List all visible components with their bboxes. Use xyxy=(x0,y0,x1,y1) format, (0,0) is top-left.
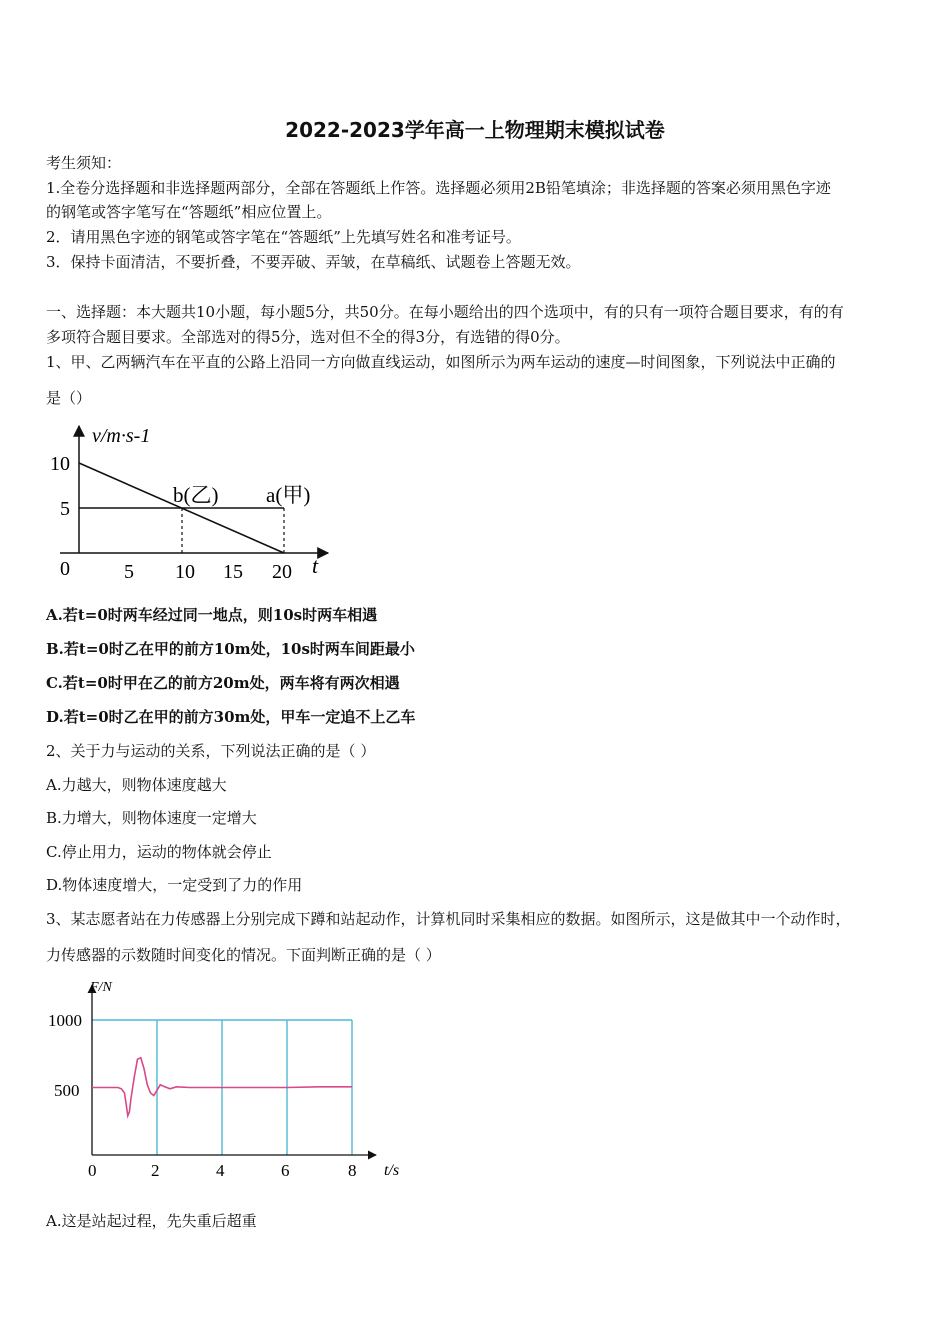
option: B.力增大，则物体速度一定增大 xyxy=(46,809,257,827)
notice-item: 1.全卷分选择题和非选择题两部分，全部在答题纸上作答。选择题必须用2B铅笔填涂；非选择题的答案必须用黑色字迹 xyxy=(46,179,831,197)
notice-heading: 考生须知： xyxy=(46,154,122,172)
option: C.若t=0时甲在乙的前方20m处，两车将有两次相遇 xyxy=(46,674,400,692)
option: C.停止用力，运动的物体就会停止 xyxy=(46,843,272,861)
x-tick-label: 5 xyxy=(124,561,134,583)
x-tick-label: 6 xyxy=(281,1161,290,1180)
page-title: 2022-2023学年高一上物理期末模拟试卷 xyxy=(285,118,665,142)
x-axis-label: t xyxy=(312,553,319,578)
section-intro: 多项符合题目要求。全部选对的得5分，选对但不全的得3分，有选错的得0分。 xyxy=(46,328,570,346)
notice-item: 的钢笔或答字笔写在“答题纸”相应位置上。 xyxy=(46,203,332,221)
ft-graph xyxy=(46,975,416,1185)
x-axis-label: t/s xyxy=(384,1162,400,1179)
vt-graph xyxy=(46,420,346,590)
x-tick-label: 4 xyxy=(216,1161,225,1180)
x-tick-label: 15 xyxy=(223,561,243,583)
y-tick-label: 500 xyxy=(54,1081,80,1100)
series-a-label: a(甲) xyxy=(266,483,311,507)
question-1-stem: 1、甲、乙两辆汽车在平直的公路上沿同一方向做直线运动，如图所示为两车运动的速度—时间图象，下列说法中正确的 xyxy=(46,353,836,371)
question-3-stem: 力传感器的示数随时间变化的情况。下面判断正确的是（ ） xyxy=(46,946,441,964)
x-tick-label: 2 xyxy=(151,1161,160,1180)
option: A.若t=0时两车经过同一地点，则10s时两车相遇 xyxy=(46,606,378,624)
option: A.力越大，则物体速度越大 xyxy=(46,776,227,794)
x-tick-label: 0 xyxy=(60,558,70,580)
y-axis-label: F/N xyxy=(90,980,112,995)
notice-item: 3．保持卡面清洁，不要折叠，不要弄破、弄皱，在草稿纸、试题卷上答题无效。 xyxy=(46,253,581,271)
section-intro: 一、选择题：本大题共10小题，每小题5分，共50分。在每小题给出的四个选项中，有的只有一项符合题目要求，有的有 xyxy=(46,303,844,321)
option: D.若t=0时乙在甲的前方30m处，甲车一定追不上乙车 xyxy=(46,708,416,726)
y-axis-label: v/m·s-1 xyxy=(92,425,151,447)
option: D.物体速度增大，一定受到了力的作用 xyxy=(46,876,303,894)
x-tick-label: 20 xyxy=(272,561,292,583)
x-tick-label: 0 xyxy=(88,1161,97,1180)
y-tick-label: 5 xyxy=(60,498,70,520)
option: B.若t=0时乙在甲的前方10m处，10s时两车间距最小 xyxy=(46,640,415,658)
x-tick-label: 10 xyxy=(175,561,195,583)
question-3-stem: 3、某志愿者站在力传感器上分别完成下蹲和站起动作，计算机同时采集相应的数据。如图所示，这是做其中一个动作时， xyxy=(46,910,851,928)
x-tick-label: 8 xyxy=(348,1161,357,1180)
notice-item: 2．请用黑色字迹的钢笔或答字笔在“答题纸”上先填写姓名和准考证号。 xyxy=(46,228,521,246)
y-tick-label: 10 xyxy=(50,453,70,475)
question-1-stem: 是（） xyxy=(46,389,92,407)
option: A.这是站起过程，先失重后超重 xyxy=(46,1212,257,1230)
series-b-label: b(乙) xyxy=(173,483,219,507)
question-2-stem: 2、关于力与运动的关系，下列说法正确的是（ ） xyxy=(46,742,376,760)
y-tick-label: 1000 xyxy=(48,1011,82,1030)
